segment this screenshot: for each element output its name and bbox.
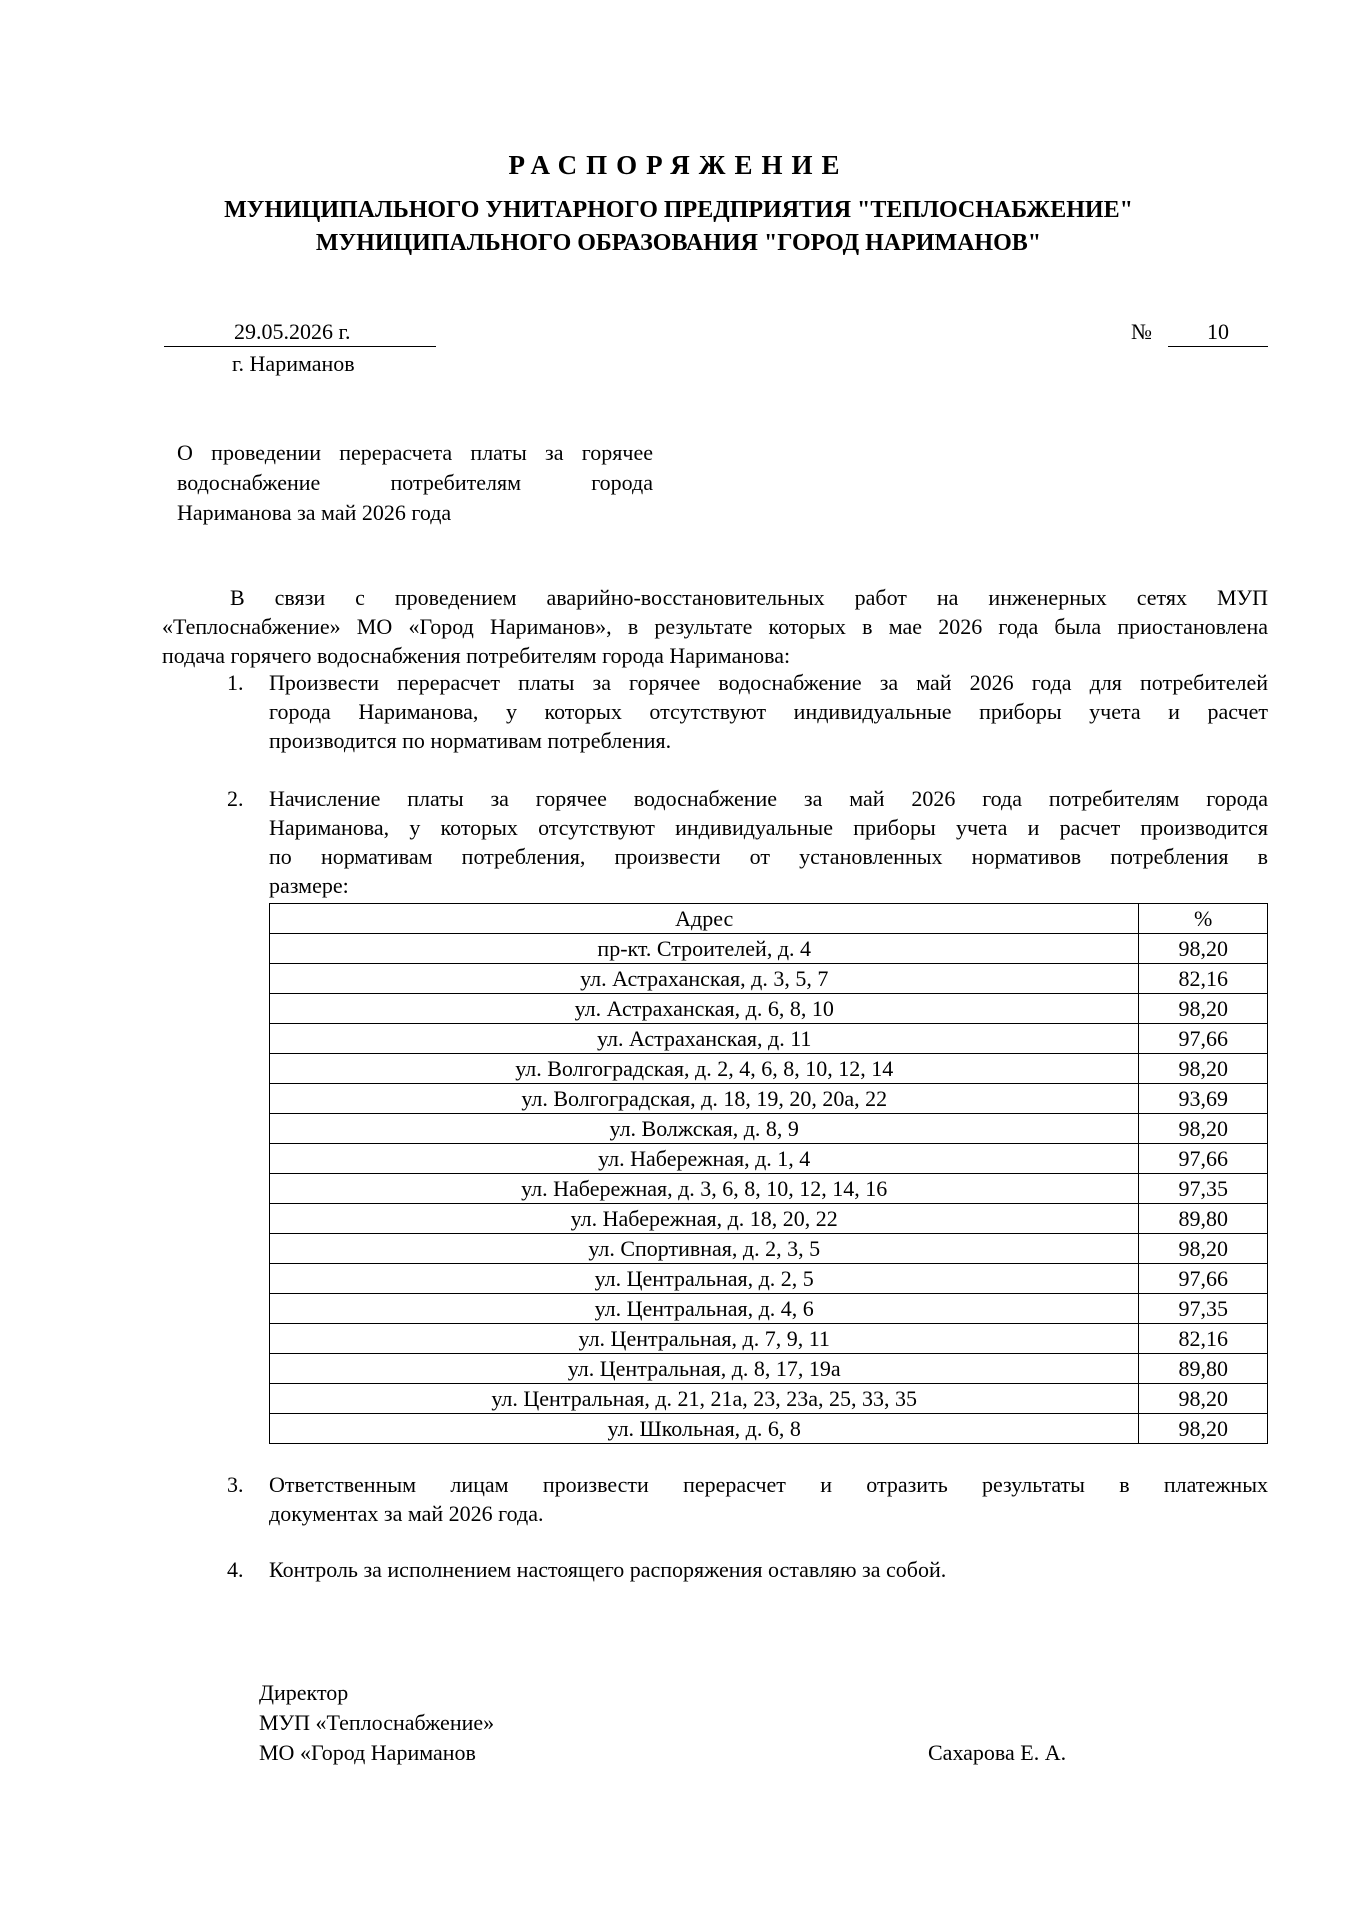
percent-cell: 98,20	[1139, 1384, 1268, 1414]
address-cell: ул. Волгоградская, д. 18, 19, 20, 20а, 22	[270, 1084, 1139, 1114]
document-subject	[177, 438, 653, 528]
signatory-position	[259, 1678, 494, 1768]
column-header-address: Адрес	[270, 904, 1139, 934]
address-cell: ул. Центральная, д. 7, 9, 11	[270, 1324, 1139, 1354]
column-header-percent: %	[1139, 904, 1268, 934]
address-cell: ул. Центральная, д. 8, 17, 19а	[270, 1354, 1139, 1384]
signatory-title: Директор	[259, 1680, 349, 1705]
table-row	[270, 1234, 1268, 1264]
percent-cell: 98,20	[1139, 994, 1268, 1024]
table-header-row	[270, 904, 1268, 934]
list-item-text	[269, 1555, 1268, 1584]
signatory-organization: МУП «Теплоснабжение»	[259, 1710, 495, 1735]
percent-cell: 89,80	[1139, 1354, 1268, 1384]
table-row	[270, 1174, 1268, 1204]
list-item-line: Контроль за исполнением настоящего распоряжения оставляю за собой.	[269, 1557, 947, 1582]
address-cell: ул. Центральная, д. 2, 5	[270, 1264, 1139, 1294]
list-item-line: Нариманова, у которых отсутствуют индивидуальные приборы учета и расчет производится	[269, 815, 1268, 840]
table-row	[270, 994, 1268, 1024]
list-item-text	[269, 784, 1268, 900]
list-item-line: города Нариманова, у которых отсутствуют индивидуальные приборы учета и расчет	[269, 699, 1268, 724]
list-item-number: 3.	[227, 1472, 244, 1497]
percent-cell: 97,66	[1139, 1264, 1268, 1294]
table-row	[270, 1204, 1268, 1234]
preamble-line-2: «Теплоснабжение» МО «Город Нариманов», в результате которых в мае 2026 года была приостановлена	[162, 614, 1268, 639]
address-cell: ул. Спортивная, д. 2, 3, 5	[270, 1234, 1139, 1264]
list-item-line: по нормативам потребления, произвести от установленных нормативов потребления в	[269, 844, 1268, 869]
percent-cell: 82,16	[1139, 1324, 1268, 1354]
subject-line-1: О проведении перерасчета платы за горячее	[177, 440, 653, 465]
table-row	[270, 964, 1268, 994]
address-cell: ул. Астраханская, д. 11	[270, 1024, 1139, 1054]
list-item-1	[227, 668, 1268, 755]
list-item-line: Произвести перерасчет платы за горячее водоснабжение за май 2026 года для потребителей	[269, 670, 1268, 695]
list-item-line: Начисление платы за горячее водоснабжение за май 2026 года потребителям города	[269, 786, 1268, 811]
preamble-line-3: подача горячего водоснабжения потребителям города Нариманова:	[162, 643, 791, 668]
organization-name-line-1: МУНИЦИПАЛЬНОГО УНИТАРНОГО ПРЕДПРИЯТИЯ "ТЕПЛОСНАБЖЕНИЕ"	[224, 197, 1133, 223]
rates-table	[269, 903, 1268, 1444]
address-cell: ул. Волжская, д. 8, 9	[270, 1114, 1139, 1144]
organization-name	[0, 194, 1357, 260]
list-item-line: документах за май 2026 года.	[269, 1501, 544, 1526]
list-item-4	[227, 1555, 1268, 1584]
table-row	[270, 1084, 1268, 1114]
organization-name-line-2: МУНИЦИПАЛЬНОГО ОБРАЗОВАНИЯ "ГОРОД НАРИМАНОВ"	[315, 230, 1042, 256]
document-date	[164, 318, 436, 347]
list-item-text	[269, 668, 1268, 755]
list-item-number: 4.	[227, 1557, 244, 1582]
table-row	[270, 1294, 1268, 1324]
table-row	[270, 1384, 1268, 1414]
percent-cell: 98,20	[1139, 1114, 1268, 1144]
percent-cell: 97,66	[1139, 1024, 1268, 1054]
percent-cell: 97,35	[1139, 1174, 1268, 1204]
percent-cell: 89,80	[1139, 1204, 1268, 1234]
list-item-text	[269, 1470, 1268, 1528]
preamble-paragraph	[162, 583, 1268, 670]
address-cell: ул. Центральная, д. 21, 21а, 23, 23а, 25, 33, 35	[270, 1384, 1139, 1414]
document-city: г. Нариманов	[232, 351, 355, 376]
percent-cell: 98,20	[1139, 1234, 1268, 1264]
preamble-line-1: В связи с проведением аварийно-восстановительных работ на инженерных сетях МУП	[230, 585, 1268, 610]
list-item-3	[227, 1470, 1268, 1528]
address-cell: ул. Центральная, д. 4, 6	[270, 1294, 1139, 1324]
list-item-number: 1.	[227, 670, 244, 695]
table-row	[270, 1054, 1268, 1084]
table-row	[270, 1264, 1268, 1294]
signatory-municipality: МО «Город Нариманов	[259, 1740, 476, 1765]
table-row	[270, 1114, 1268, 1144]
signatory-name: Сахарова Е. А.	[928, 1740, 1067, 1765]
percent-cell: 98,20	[1139, 1054, 1268, 1084]
table-row	[270, 1324, 1268, 1354]
address-cell: пр-кт. Строителей, д. 4	[270, 934, 1139, 964]
address-cell: ул. Школьная, д. 6, 8	[270, 1414, 1139, 1444]
address-cell: ул. Набережная, д. 18, 20, 22	[270, 1204, 1139, 1234]
table-row	[270, 1354, 1268, 1384]
document-number: 10	[1168, 318, 1268, 347]
percent-cell: 82,16	[1139, 964, 1268, 994]
percent-cell: 97,35	[1139, 1294, 1268, 1324]
list-item-2	[227, 784, 1268, 900]
percent-cell: 98,20	[1139, 934, 1268, 964]
document-title: РАСПОРЯЖЕНИЕ	[508, 150, 849, 180]
list-item-line: Ответственным лицам произвести перерасчет и отразить результаты в платежных	[269, 1472, 1268, 1497]
subject-line-2: водоснабжение потребителям города	[177, 470, 653, 495]
percent-cell: 98,20	[1139, 1414, 1268, 1444]
percent-cell: 97,66	[1139, 1144, 1268, 1174]
address-cell: ул. Волгоградская, д. 2, 4, 6, 8, 10, 12, 14	[270, 1054, 1139, 1084]
list-item-line: размере:	[269, 873, 349, 898]
document-date-value: 29.05.2026 г.	[234, 319, 351, 344]
subject-line-3: Нариманова за май 2026 года	[177, 500, 452, 525]
table-row	[270, 1414, 1268, 1444]
address-cell: ул. Набережная, д. 3, 6, 8, 10, 12, 14, 16	[270, 1174, 1139, 1204]
address-cell: ул. Набережная, д. 1, 4	[270, 1144, 1139, 1174]
list-item-number: 2.	[227, 786, 244, 811]
address-cell: ул. Астраханская, д. 6, 8, 10	[270, 994, 1139, 1024]
table-row	[270, 1144, 1268, 1174]
table-row	[270, 934, 1268, 964]
document-number-label: №	[1131, 319, 1152, 344]
list-item-line: производится по нормативам потребления.	[269, 728, 672, 753]
address-cell: ул. Астраханская, д. 3, 5, 7	[270, 964, 1139, 994]
percent-cell: 93,69	[1139, 1084, 1268, 1114]
table-row	[270, 1024, 1268, 1054]
